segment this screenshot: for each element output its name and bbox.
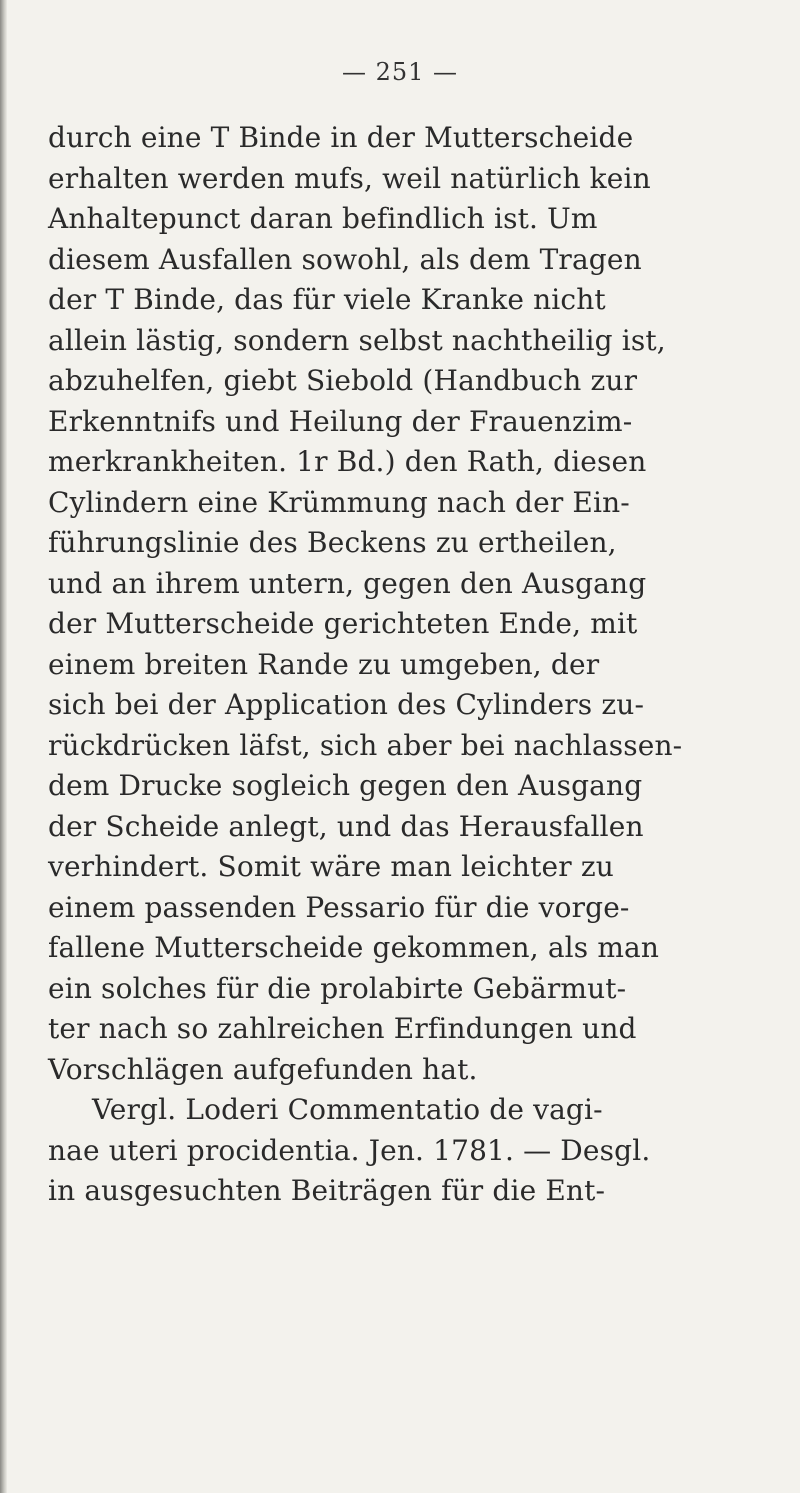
text-line: diesem Ausfallen sowohl, als dem Tragen [48, 242, 642, 276]
reference-line: Vergl. Loderi Commentatio de vagi- [92, 1093, 603, 1126]
text-line: Anhaltepunct daran befindlich ist. Um [48, 202, 598, 235]
text-line: fallene Mutterscheide gekommen, als man [48, 931, 660, 964]
text-line: der Scheide anlegt, und das Herausfallen [48, 809, 644, 843]
page-edge-shadow [0, 0, 7, 1493]
text-line: Cylindern eine Krümmung nach der Ein- [48, 485, 630, 519]
text-line: der Mutterscheide gerichteten Ende, mit [48, 607, 638, 640]
text-line: erhalten werden mufs, weil natürlich kein [48, 161, 651, 195]
text-line: führungslinie des Beckens zu ertheilen, [48, 526, 617, 559]
text-line: sich bei der Application des Cylinders zu- [48, 688, 645, 721]
body-text [48, 118, 788, 1212]
text-line: und an ihrem untern, gegen den Ausgang [48, 566, 647, 600]
text-line: dem Drucke sogleich gegen den Ausgang [48, 769, 643, 802]
text-line: Erkenntnifs und Heilung der Frauenzim- [48, 404, 633, 438]
text-line: einem passenden Pessario für die vorge- [48, 890, 630, 924]
text-line: durch eine T Binde in der Mutterscheide [48, 121, 634, 154]
text-line: ein solches für die prolabirte Gebärmut- [48, 971, 627, 1005]
text-line: merkrankheiten. 1r Bd.) den Rath, diesen [48, 445, 647, 478]
text-line: rückdrücken läfst, sich aber bei nachlassen- [48, 728, 683, 762]
text-line: in ausgesuchten Beiträgen für die Ent- [48, 1174, 606, 1207]
text-line: allein lästig, sondern selbst nachtheilig ist, [48, 323, 666, 357]
text-line: der T Binde, das für viele Kranke nicht [48, 283, 606, 316]
text-line: einem breiten Rande zu umgeben, der [48, 647, 600, 681]
text-line: Vorschlägen aufgefunden hat. [48, 1052, 478, 1086]
text-line: ter nach so zahlreichen Erfindungen und [48, 1012, 637, 1045]
text-line: verhindert. Somit wäre man leichter zu [48, 850, 614, 883]
page-number: — 251 — [341, 58, 459, 86]
text-line: abzuhelfen, giebt Siebold (Handbuch zur [48, 364, 638, 397]
text-line: nae uteri procidentia. Jen. 1781. — Desgl. [48, 1133, 651, 1167]
